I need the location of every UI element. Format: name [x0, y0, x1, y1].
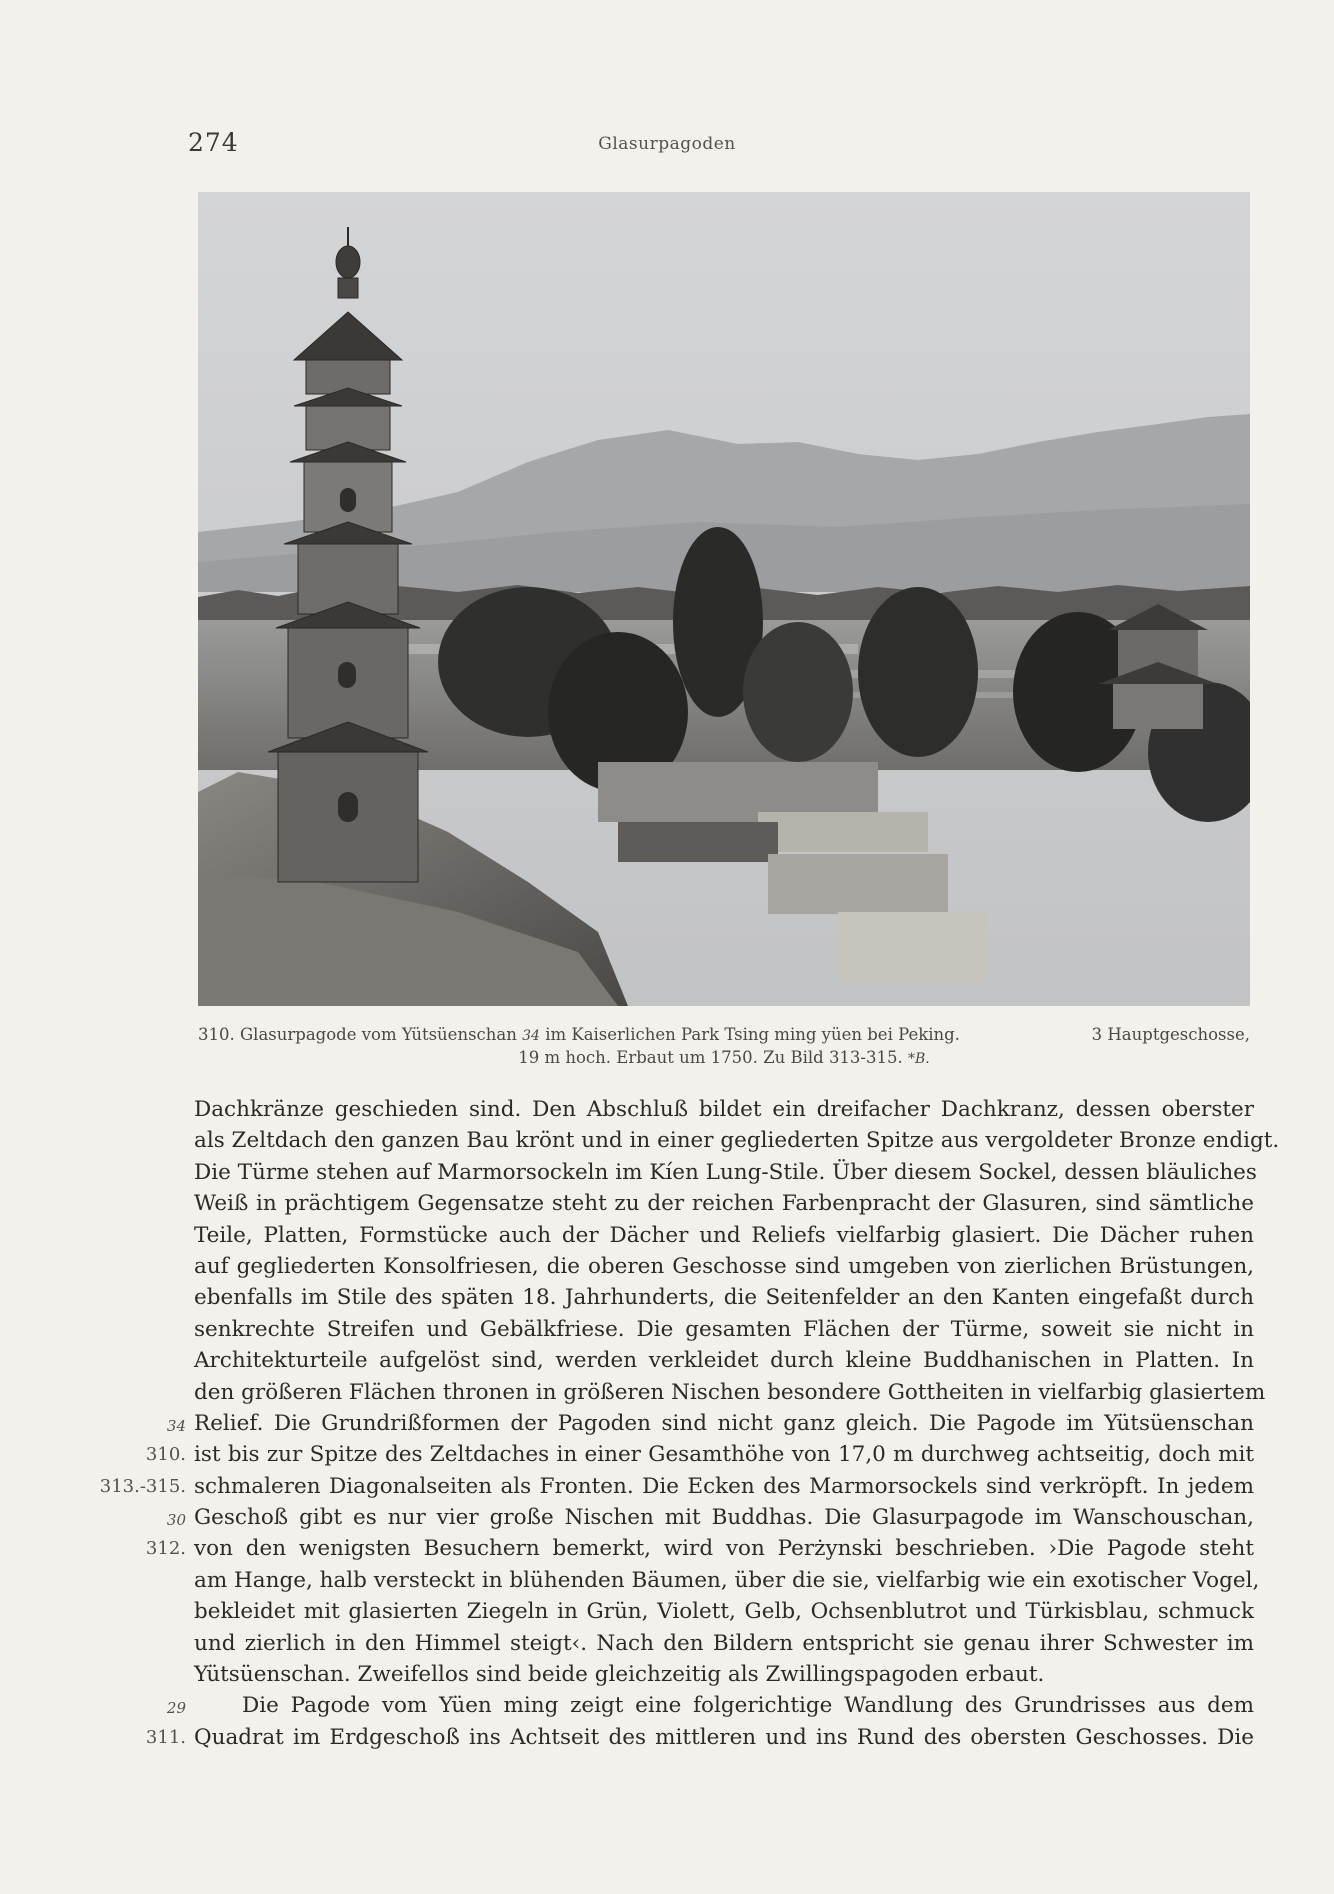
body-line-text: Dachkränze geschieden sind. Den Abschluß bildet ein dreifacher Dachkranz, dessen oberster — [194, 1097, 1254, 1122]
body-line — [194, 1220, 1254, 1251]
body-line-text: als Zeltdach den ganzen Bau krönt und in einer gegliederten Spitze aus vergoldeter Bronze endigt. — [194, 1128, 1280, 1154]
body-line — [194, 1125, 1280, 1156]
body-line-text: Architekturteile aufgelöst sind, werden verkleidet durch kleine Buddhanischen in Platten. In — [194, 1348, 1254, 1374]
body-line — [194, 1282, 1254, 1313]
caption-line1-left: 310. Glasurpagode vom Yütsüenschan — [198, 1025, 517, 1044]
body-line — [194, 1251, 1254, 1282]
body-line — [194, 1596, 1254, 1627]
caption-ref: 34 — [522, 1028, 540, 1044]
body-line — [194, 1094, 1254, 1125]
body-line-text: Die Türme stehen auf Marmorsockeln im Kíen Lung-Stile. Über diesem Sockel, dessen bläuliches — [194, 1159, 1257, 1185]
body-line — [194, 1314, 1254, 1345]
body-line — [145, 1439, 1254, 1470]
pagoda-photograph — [198, 192, 1250, 1006]
body-line-text: ist bis zur Spitze des Zeltdaches in einer Gesamthöhe von 17,0 m durchweg achtseitig, doch mit — [194, 1442, 1254, 1468]
caption-line1-right: 3 Hauptgeschosse, — [1091, 1025, 1250, 1044]
running-title: Glasurpagoden — [598, 134, 736, 154]
margin-reference: 29 — [166, 1699, 186, 1718]
body-line-text: schmaleren Diagonalseiten als Fronten. Die Ecken des Marmorsockels sind verkröpft. In jedem — [194, 1473, 1254, 1499]
body-line-text: Geschoß gibt es nur vier große Nischen mit Buddhas. Die Glasurpagode im Wanschouschan, — [194, 1505, 1254, 1531]
body-line-text: senkrechte Streifen und Gebälkfriese. Die gesamten Flächen der Türme, soweit sie nicht in — [194, 1316, 1254, 1342]
figure-caption — [198, 1024, 1250, 1070]
caption-line1-mid: im Kaiserlichen Park Tsing ming yüen bei Peking. — [545, 1025, 960, 1044]
body-line-text: Relief. Die Grundrißformen der Pagoden sind nicht ganz gleich. Die Pagode im Yütsüenschan — [194, 1410, 1254, 1436]
margin-reference: 310. — [145, 1444, 186, 1466]
body-line-text: bekleidet mit glasierten Ziegeln in Grün, Violett, Gelb, Ochsenblutrot und Türkisblau, schmuck — [194, 1599, 1254, 1625]
body-line-text: Teile, Platten, Formstücke auch der Dächer und Reliefs vielfarbig glasiert. Die Dächer ruhen — [194, 1222, 1254, 1248]
body-line-text: Quadrat im Erdgeschoß ins Achtseit des mittleren und ins Rund des obersten Geschosses. Die — [194, 1724, 1254, 1750]
body-line — [166, 1502, 1254, 1533]
body-line — [166, 1408, 1254, 1439]
margin-reference: 313.-315. — [99, 1475, 186, 1497]
body-line-text: ebenfalls im Stile des späten 18. Jahrhunderts, die Seitenfelder an den Kanten eingefaßt durch — [194, 1285, 1254, 1311]
caption-line2: 19 m hoch. Erbaut um 1750. Zu Bild 313-315. — [518, 1048, 903, 1067]
body-line-text: Yütsüenschan. Zweifellos sind beide gleichzeitig als Zwillingspagoden erbaut. — [194, 1662, 1045, 1688]
body-line — [145, 1722, 1254, 1753]
body-text — [99, 1094, 1280, 1753]
body-line — [194, 1345, 1254, 1376]
body-line — [194, 1628, 1254, 1659]
margin-reference: 34 — [166, 1416, 186, 1435]
body-line-text: und zierlich in den Himmel steigt‹. Nach den Bildern entspricht sie genau ihrer Schwester im — [194, 1630, 1254, 1656]
body-line — [166, 1690, 1254, 1721]
body-line-text: von den wenigsten Besuchern bemerkt, wird von Perżynski beschrieben. ›Die Pagode steht — [194, 1536, 1254, 1562]
body-line — [194, 1565, 1260, 1596]
body-line-text: auf gegliederten Konsolfriesen, die oberen Geschosse sind umgeben von zierlichen Brüstungen, — [194, 1253, 1254, 1279]
body-line — [194, 1188, 1254, 1219]
margin-reference: 312. — [145, 1538, 186, 1560]
body-line — [99, 1471, 1254, 1502]
caption-credit: *B. — [908, 1051, 930, 1067]
page-number: 274 — [188, 128, 239, 157]
body-line — [194, 1377, 1266, 1408]
body-line — [145, 1533, 1254, 1564]
margin-reference: 30 — [166, 1511, 186, 1530]
margin-reference: 311. — [145, 1726, 186, 1748]
body-line-text: am Hange, halb versteckt in blühenden Bäumen, über die sie, vielfarbig wie ein exotischer Vogel, — [194, 1567, 1260, 1593]
body-line-text: Weiß in prächtigem Gegensatze steht zu der reichen Farbenpracht der Glasuren, sind sämtliche — [194, 1191, 1254, 1217]
body-line-text: den größeren Flächen thronen in größeren Nischen besondere Gottheiten in vielfarbig glasiertem — [194, 1379, 1266, 1405]
body-line — [194, 1659, 1254, 1690]
body-line-text: Die Pagode vom Yüen ming zeigt eine folgerichtige Wandlung des Grundrisses aus dem — [242, 1693, 1254, 1719]
body-line — [194, 1157, 1257, 1188]
